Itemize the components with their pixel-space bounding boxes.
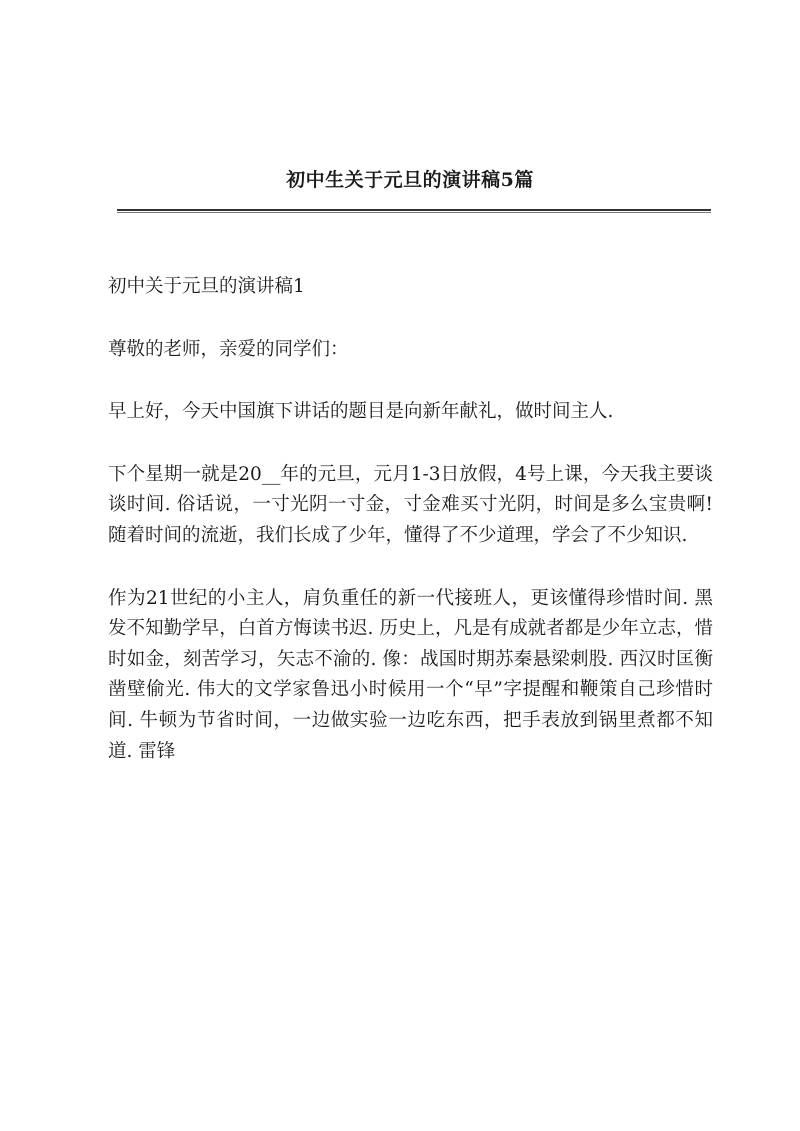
- paragraph-greeting: 早上好，今天中国旗下讲话的题目是向新年献礼，做时间主人.: [108, 401, 614, 423]
- paragraph-new-year: 下个星期一就是20__年的元旦，元月1-3日放假，4号上课，今天我主要谈谈时间. 俗话说，一寸光阴一寸金，寸金难买寸光阴，时间是多么宝贵啊!随着时间的流逝，我们长成了少年，懂得了不少道理，学会了不少知识.: [108, 463, 713, 546]
- document-body: [108, 272, 713, 799]
- section-heading: 初中关于元旦的演讲稿1: [108, 276, 305, 297]
- title-divider: [117, 209, 711, 213]
- document-title: 初中生关于元旦的演讲稿5篇: [286, 169, 534, 191]
- paragraph-salutation: 尊敬的老师，亲爱的同学们：: [108, 338, 349, 360]
- paragraph-cherish-time: 作为21世纪的小主人，肩负重任的新一代接班人，更该懂得珍惜时间. 黑发不知勤学早，白首方悔读书迟. 历史上，凡是有成就者都是少年立志，惜时如金，刻苦学习，矢志不渝的. 像：战国时期苏秦悬梁刺股. 西汉时匡衡凿壁偷光. 伟大的文学家鲁迅小时候用一个“早”字提醒和鞭策自己珍惜时间. 牛顿为节省时间，一边做实验一边吃东西，把手表放到锅里煮都不知道. 雷锋: [108, 587, 713, 762]
